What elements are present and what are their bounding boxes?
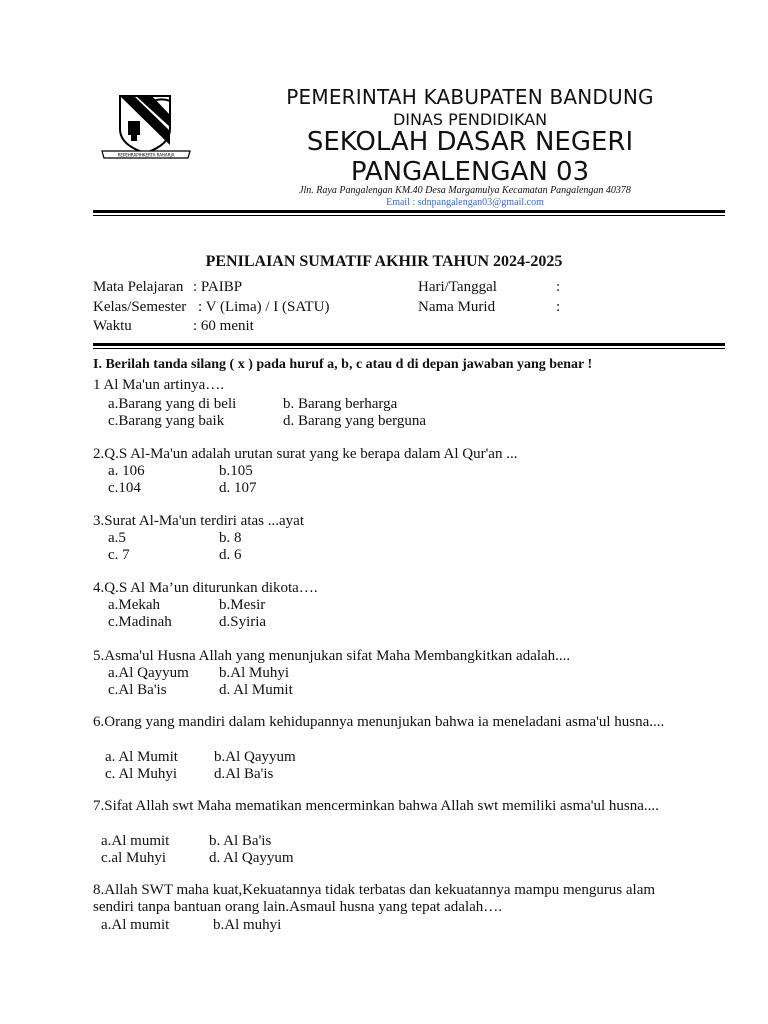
q5-option-b: b.Al Muhyi — [219, 665, 290, 681]
q8-option-b: b.Al muhyi — [213, 917, 282, 933]
q2-option-a: a. 106 — [108, 463, 145, 479]
header-divider-thick — [93, 210, 725, 213]
info-waktu-value: : 60 menit — [193, 318, 254, 334]
svg-text:REPEHRAPIHKERTA RAHARJA: REPEHRAPIHKERTA RAHARJA — [117, 152, 175, 158]
info-nama-value: : — [556, 299, 561, 315]
question-8: 8.Allah SWT maha kuat,Kekuatannya tidak terbatas dan kekuatannya mampu mengurus alam sendiri tanpa bantuan orang lain.Asmaul husna yang tepat adalah…. — [93, 882, 656, 915]
q5-option-a: a.Al Qayyum — [108, 665, 189, 681]
q1-option-c: c.Barang yang baik — [108, 413, 225, 429]
info-hari-value: : — [556, 279, 561, 295]
q7-option-c: c.al Muhyi — [101, 850, 166, 866]
q5-option-d: d. Al Mumit — [219, 682, 293, 698]
question-6: 6.Orang yang mandiri dalam kehidupannya menunjukan bahwa ia meneladani asma'ul husna.... — [93, 714, 665, 730]
q3-option-c: c. 7 — [108, 547, 130, 563]
question-7: 7.Sifat Allah swt Maha mematikan mencerminkan bahwa Allah swt memiliki asma'ul husna.... — [93, 798, 659, 814]
q4-option-d: d.Syiria — [219, 614, 267, 630]
header-divider-thin — [93, 215, 725, 216]
q2-option-b: b.105 — [219, 463, 253, 479]
q2-option-d: d. 107 — [219, 480, 257, 496]
info-nama-label: Nama Murid — [418, 299, 496, 315]
header-school-type: SEKOLAH DASAR NEGERI — [306, 127, 634, 157]
info-waktu-label: Waktu — [93, 318, 132, 334]
info-divider-thick — [93, 343, 725, 346]
exam-title: PENILAIAN SUMATIF AKHIR TAHUN 2024-2025 — [205, 253, 563, 270]
q1-option-d: d. Barang yang berguna — [283, 413, 427, 429]
q6-option-a: a. Al Mumit — [105, 749, 178, 765]
question-2: 2.Q.S Al-Ma'un adalah urutan surat yang ke berapa dalam Al Qur'an ... — [93, 446, 518, 462]
school-email: Email : sdnpangalengan03@gmail.com — [386, 197, 544, 208]
q4-option-a: a.Mekah — [108, 597, 161, 613]
school-logo — [100, 93, 192, 163]
q7-option-a: a.Al mumit — [101, 833, 170, 849]
q3-option-d: d. 6 — [219, 547, 242, 563]
q8-option-a: a.Al mumit — [101, 917, 170, 933]
q6-option-c: c. Al Muhyi — [105, 766, 178, 782]
info-mapel-value: : PAIBP — [193, 279, 243, 295]
q4-option-b: b.Mesir — [219, 597, 266, 613]
q3-option-a: a.5 — [108, 530, 126, 546]
question-5: 5.Asma'ul Husna Allah yang menunjukan sifat Maha Membangkitkan adalah.... — [93, 648, 571, 664]
q6-option-b: b.Al Qayyum — [214, 749, 296, 765]
q3-option-b: b. 8 — [219, 530, 242, 546]
header-school-name: PANGALENGAN 03 — [350, 157, 590, 187]
q1-option-a: a.Barang yang di beli — [108, 396, 237, 412]
q5-option-c: c.Al Ba'is — [108, 682, 167, 698]
q7-option-b: b. Al Ba'is — [209, 833, 272, 849]
q4-option-c: c.Madinah — [108, 614, 172, 630]
info-divider-thin — [93, 348, 725, 349]
school-address: Jln. Raya Pangalengan KM.40 Desa Margamulya Kecamatan Pangalengan 40378 — [299, 185, 631, 196]
question-4: 4.Q.S Al Ma’un diturunkan dikota…. — [93, 580, 318, 596]
header-department: DINAS PENDIDIKAN — [392, 110, 548, 129]
info-mapel-label: Mata Pelajaran — [93, 279, 184, 295]
header-government: PEMERINTAH KABUPATEN BANDUNG — [286, 85, 654, 109]
info-kelas-label: Kelas/Semester — [93, 299, 187, 315]
q7-option-d: d. Al Qayyum — [209, 850, 294, 866]
question-3: 3.Surat Al-Ma'un terdiri atas ...ayat — [93, 513, 304, 529]
info-hari-label: Hari/Tanggal — [418, 279, 497, 295]
instruction-text: I. Berilah tanda silang ( x ) pada huruf a, b, c atau d di depan jawaban yang benar ! — [93, 357, 593, 372]
question-1: 1 Al Ma'un artinya…. — [93, 377, 225, 393]
info-kelas-value: : V (Lima) / I (SATU) — [198, 299, 330, 315]
q1-option-b: b. Barang berharga — [283, 396, 398, 412]
q6-option-d: d.Al Ba'is — [214, 766, 274, 782]
q2-option-c: c.104 — [108, 480, 141, 496]
